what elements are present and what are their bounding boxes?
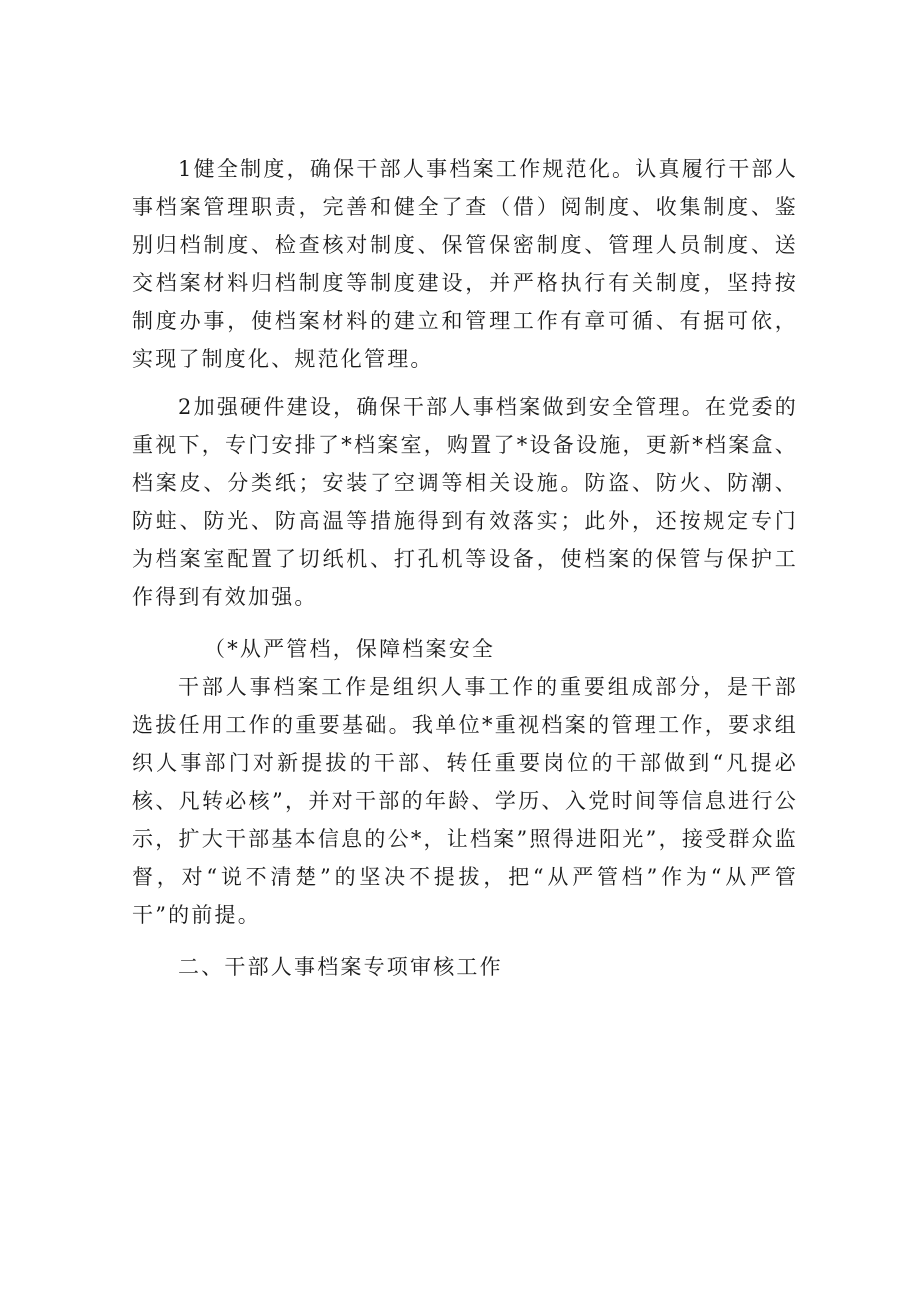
paragraph-system-building: 1健全制度，确保干部人事档案工作规范化。认真履行干部人事档案管理职责，完善和健全了查（借）阅制度、收集制度、鉴别归档制度、检查核对制度、保管保密制度、管理人员制度、送交档案材料归档制度等制度建设，并严格执行有关制度，坚持按制度办事，使档案材料的建立和管理工作有章可循、有据可依，实现了制度化、规范化管理。: [132, 157, 798, 371]
paragraph-hardware-building: 2加强硬件建设，确保干部人事档案做到安全管理。在党委的重视下，专门安排了*档案室，购置了*设备设施，更新*档案盒、档案皮、分类纸；安装了空调等相关设施。防盗、防火、防潮、防蛀、防光、防高温等措施得到有效落实；此外，还按规定专门为档案室配置了切纸机、打孔机等设备，使档案的保管与保护工作得到有效加强。: [132, 395, 798, 609]
subheading-strict-archive: （*从严管档，保障档案安全: [204, 637, 496, 661]
section-heading-two: 二、干部人事档案专项审核工作: [178, 955, 503, 979]
paragraph-archive-importance: 干部人事档案工作是组织人事工作的重要组成部分，是干部选拔任用工作的重要基础。我单位*重视档案的管理工作，要求组织人事部门对新提拔的干部、转任重要岗位的干部做到“凡提必核、凡转必核”，并对干部的年龄、学历、入党时间等信息进行公示，扩大干部基本信息的公*，让档案”照得进阳光”，接受群众监督，对“说不清楚”的坚决不提拔，把“从严管档”作为“从严管干”的前提。: [132, 675, 798, 927]
document-body: [132, 150, 798, 986]
